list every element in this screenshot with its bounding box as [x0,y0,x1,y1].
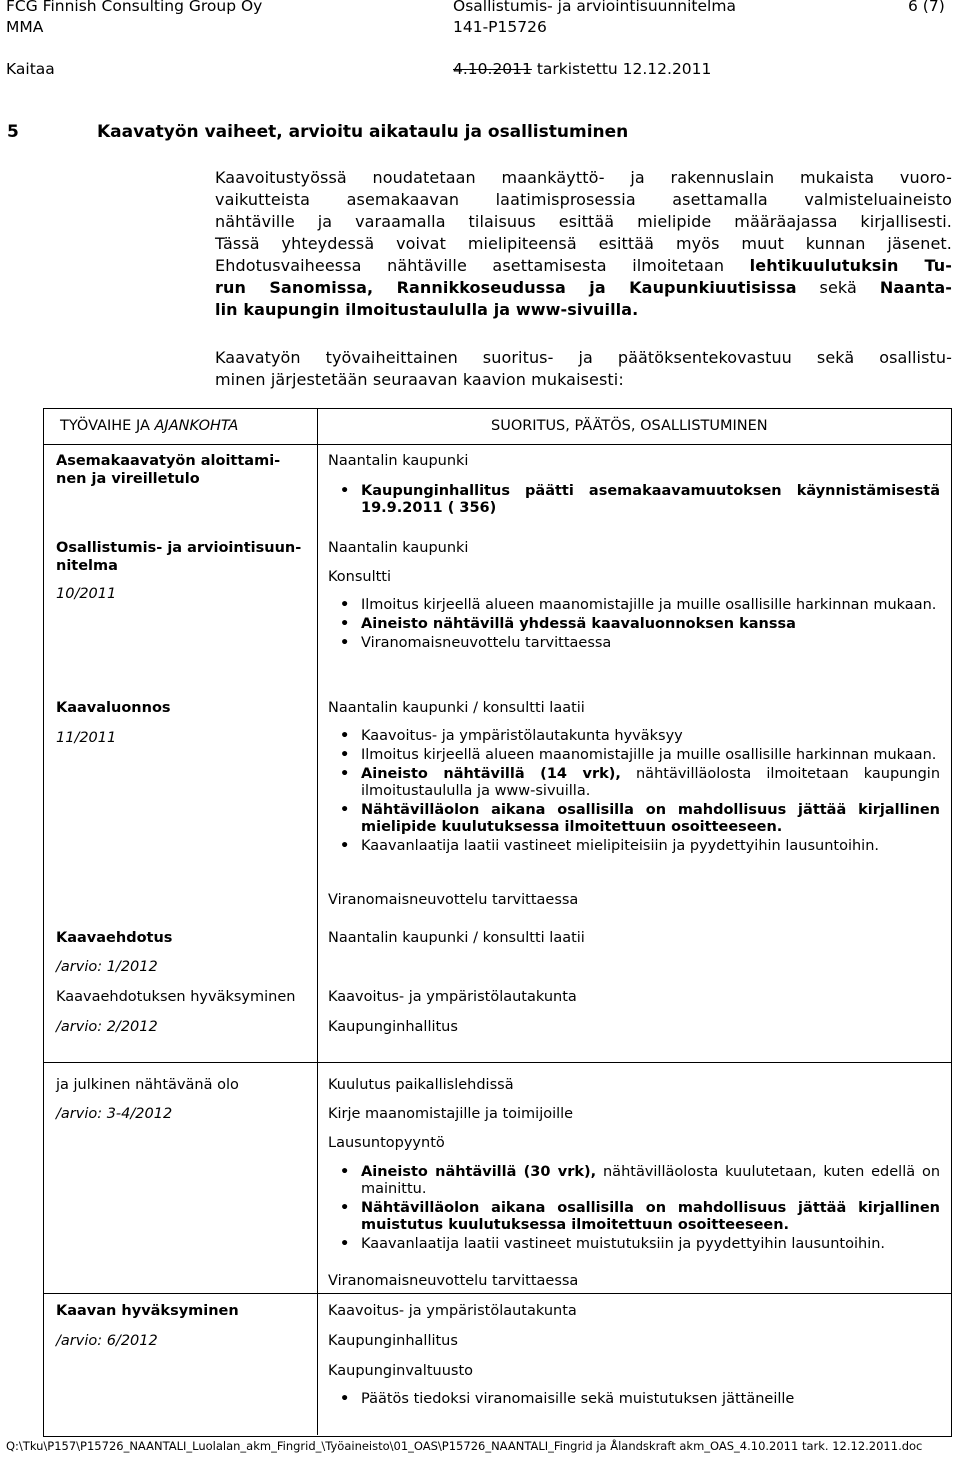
phase-time: /arvio: 2/2012 [56,1019,158,1035]
phase-name: Asemakaavatyön aloittami- [56,453,281,469]
author-initials: MMA [6,18,44,36]
action-list [340,728,940,857]
phase-time: /arvio: 6/2012 [56,1333,158,1349]
phase-name: Kaavaehdotus [56,930,173,946]
responsible-party: Naantalin kaupunki [328,453,469,469]
column-divider [317,408,318,1435]
intro-bold: lehtikuulutuksin Tu- [749,256,952,275]
responsible-party: Kaupunginhallitus [328,1333,458,1349]
struck-date: 4.10.2011 [453,60,532,78]
document-number: 141-P15726 [453,18,547,36]
list-item-bold: Aineisto nähtävillä (14 vrk), [361,766,621,782]
list-item-text: nähtävilläolosta ilmoitetaan kaupungin ilmoitustaululla ja www-sivuilla. [361,766,941,799]
list-item: • Päätös tiedoksi viranomaisille sekä muistutuksen jättäneille [340,1391,940,1408]
phase-name: nitelma [56,558,118,574]
responsible-party: Lausuntopyyntö [328,1135,445,1151]
schedule-line: Kaavatyön työvaiheittainen suoritus- ja päätöksentekovastuu sekä osallistu- [215,348,952,367]
revised-date: tarkistettu 12.12.2011 [531,60,712,78]
responsible-party: Kirje maanomistajille ja toimijoille [328,1106,574,1122]
schedule-paragraph [215,347,952,391]
phase-time: /arvio: 3-4/2012 [56,1106,173,1122]
responsible-party: Kaupunginvaltuusto [328,1363,474,1379]
list-item: • Kaavoitus- ja ympäristölautakunta hyväksyy [340,728,940,745]
place-name: Kaitaa [6,60,55,78]
column-header-action: SUORITUS, PÄÄTÖS, OSALLISTUMINEN [491,418,768,434]
phase-time: 10/2011 [56,586,117,602]
intro-text: Ehdotusvaiheessa nähtäville asettamisesta ilmoitetaan [215,256,750,275]
responsible-party: Konsultti [328,569,392,585]
action-list [340,1391,940,1410]
intro-line: vaikutteista asemakaavan laatimisprosessia asettamalla valmisteluaineisto [215,190,952,209]
phase-name: Kaavan hyväksyminen [56,1303,239,1319]
intro-line: Kaavoitustyössä noudatetaan maankäyttö- ja rakennuslain mukaista vuoro- [215,168,952,187]
list-item: • Ilmoitus kirjeellä alueen maanomistajille ja muille osallisille harkinnan mukaan. [340,747,940,764]
responsible-party: Naantalin kaupunki / konsultti laatii [328,700,585,716]
responsible-party: Kaavoitus- ja ympäristölautakunta [328,989,577,1005]
responsible-party: Kaupunginhallitus [328,1019,458,1035]
phase-name: nen ja vireilletulo [56,471,200,487]
responsible-party: Naantalin kaupunki [328,540,469,556]
column-header-text: TYÖVAIHE JA [60,418,155,434]
list-item-bold: Aineisto nähtävillä (30 vrk), [361,1164,597,1180]
row-divider [43,1062,952,1063]
intro-line [215,277,952,299]
column-header-phase [60,417,238,435]
list-item: • Nähtävilläolon aikana osallisilla on mahdollisuus jättää kirjallinen muistutus kuulutuksessa ilmoitettuun osoitteeseen. [340,1200,940,1234]
row-divider [43,1293,952,1294]
list-item: • Ilmoitus kirjeellä alueen maanomistajille ja muille osallisille harkinnan mukaan. [340,597,940,614]
list-item-text: • Kaupunginhallitus päätti asemakaavamuutoksen käynnistämisestä [361,483,940,499]
action-list [340,483,940,519]
intro-bold: Naanta- [879,278,952,297]
phase-name: Kaavaluonnos [56,700,171,716]
action-list [340,597,940,654]
list-item [340,766,940,800]
intro-bold: run Sanomissa, Rannikkoseudussa ja Kaupunkiuutisissa [215,278,797,297]
list-item: • Aineisto nähtävillä yhdessä kaavaluonnoksen kanssa [340,616,940,633]
responsible-party: Kaavoitus- ja ympäristölautakunta [328,1303,577,1319]
intro-line: Tässä yhteydessä voivat mielipiteensä esittää myös muut kunnan jäsenet. [215,234,952,253]
list-item: • Kaavanlaatija laatii vastineet muistutuksiin ja pyydettyihin lausuntoihin. [340,1236,940,1253]
list-item-text: 19.9.2011 ( 356) [361,500,497,516]
responsible-party: Naantalin kaupunki / konsultti laatii [328,930,585,946]
page-number: 6 (7) [908,0,945,15]
document-title: Osallistumis- ja arviointisuunnitelma [453,0,736,15]
intro-paragraph [215,167,952,321]
phase-note: Viranomaisneuvottelu tarvittaessa [328,1273,579,1289]
document-date [453,60,711,78]
file-path-footer: Q:\Tku\P157\P15726_NAANTALI_Luolalan_akm_Fingrid_\Työaineisto\01_OAS\P15726_NAANTALI_Fingrid ja Ålandskraft akm_OAS_4.10.2011 tark. 12.12.2011.doc [6,1439,923,1453]
company-name: FCG Finnish Consulting Group Oy [6,0,263,15]
phase-name: ja julkinen nähtävänä olo [56,1077,239,1093]
responsible-party: Kuulutus paikallislehdissä [328,1077,514,1093]
phase-time: 11/2011 [56,730,117,746]
schedule-line: minen järjestetään seuraavan kaavion mukaisesti: [215,370,624,389]
row-divider [43,444,952,445]
intro-text: sekä [796,278,880,297]
list-item [340,1164,940,1198]
column-header-text: AJANKOHTA [154,418,239,434]
phase-name: Kaavaehdotuksen hyväksyminen [56,989,296,1005]
intro-line: lin kaupungin ilmoitustaululla ja www-sivuilla. [215,300,639,319]
list-item: • Kaavanlaatija laatii vastineet mielipiteisiin ja pyydettyihin lausuntoihin. [340,838,940,855]
section-title: Kaavatyön vaiheet, arvioitu aikataulu ja osallistuminen [97,122,629,142]
intro-line [215,255,952,277]
list-item [340,483,940,517]
list-item: • Nähtävilläolon aikana osallisilla on mahdollisuus jättää kirjallinen mielipide kuulutuksessa ilmoitettuun osoitteeseen. [340,802,940,836]
phase-name: Osallistumis- ja arviointisuun- [56,540,302,556]
section-number: 5 [7,122,19,142]
list-item-text: nähtävilläolosta kuulutetaan, kuten edellä on mainittu. [361,1164,941,1197]
intro-line: nähtäville ja varaamalla tilaisuus esittää mielipide määräajassa kirjallisesti. [215,212,952,231]
action-list [340,1164,940,1255]
list-item: • Viranomaisneuvottelu tarvittaessa [340,635,940,652]
phase-note: Viranomaisneuvottelu tarvittaessa [328,892,579,908]
phase-time: /arvio: 1/2012 [56,959,158,975]
